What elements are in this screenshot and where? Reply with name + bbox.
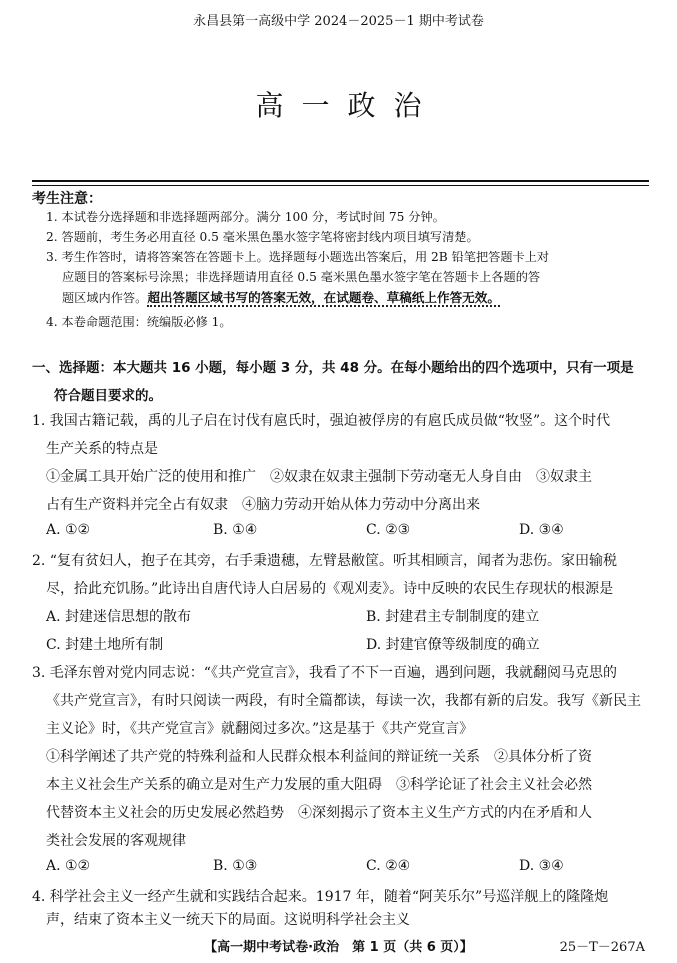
divider-thin bbox=[32, 185, 649, 186]
exam-code: 25－T－267A bbox=[559, 940, 645, 955]
q1-line-1: 1. 我国古籍记载，禹的儿子启在讨伐有扈氏时，强迫被俘房的有扈氏成员做“牧竖”。这个时代 bbox=[32, 413, 611, 429]
q3-option-d: D. ③④ bbox=[519, 858, 564, 874]
notice-warning: 超出答题区域书写的答案无效，在试题卷、草稿纸上作答无效。 bbox=[147, 290, 500, 305]
q2-option-d: D. 封建官僚等级制度的确立 bbox=[366, 637, 540, 653]
q3-line-2: 《共产党宣言》，有时只阅读一两段，有时全篇都读，每读一次，我都有新的启发。我写《新民主 bbox=[46, 693, 641, 709]
q1-option-d: D. ③④ bbox=[519, 522, 564, 538]
q1-line-2: 生产关系的特点是 bbox=[46, 441, 158, 457]
q2-line-2: 尽，拾此充饥肠。”此诗出自唐代诗人白居易的《观刈麦》。诗中反映的农民生存现状的根源是 bbox=[46, 581, 614, 597]
q3-line-4: ①科学阐述了共产党的特殊利益和人民群众根本利益间的辩证统一关系 ②具体分析了资 bbox=[46, 749, 592, 765]
page-footer: 【高一期中考试卷·政治 第 1 页（共 6 页）】 bbox=[204, 940, 473, 955]
q2-option-b: B. 封建君主专制制度的建立 bbox=[366, 609, 540, 625]
q3-line-1: 3. 毛泽东曾对党内同志说：“《共产党宣言》，我看了不下一百遍，遇到问题，我就翻阅马克思的 bbox=[32, 665, 617, 681]
q4-line-1: 4. 科学社会主义一经产生就和实践结合起来。1917 年，随着“阿芙乐尔”号巡洋舰上的隆隆炮 bbox=[32, 889, 609, 905]
q3-line-6: 代替资本主义社会的历史发展必然趋势 ④深刻揭示了资本主义生产方式的内在矛盾和人 bbox=[46, 805, 592, 821]
notice-item-3-end bbox=[62, 288, 500, 308]
q3-line-7: 类社会发展的客观规律 bbox=[46, 833, 186, 849]
section-heading: 一、选择题：本大题共 16 小题，每小题 3 分，共 48 分。在每小题给出的四个选项中，只有一项是 bbox=[32, 360, 634, 376]
q2-option-a: A. 封建迷信思想的散布 bbox=[46, 609, 192, 625]
subject-title: 高一政治 bbox=[255, 89, 440, 122]
notice-item-2: 2. 答题前，考生务必用直径 0.5 毫米黑色墨水签字笔将密封线内项目填写清楚。 bbox=[46, 230, 479, 244]
q3-line-5: 本主义社会生产关系的确立是对生产力发展的重大阻碍 ③科学论证了社会主义社会必然 bbox=[46, 777, 592, 793]
section-heading-cont: 符合题目要求的。 bbox=[54, 388, 162, 404]
q3-line-3: 主义论》时，《共产党宣言》就翻阅过多次。”这是基于《共产党宣言》 bbox=[46, 721, 474, 737]
notice-item-3-tail: 题区域内作答。 bbox=[62, 291, 148, 305]
q1-option-b: B. ①④ bbox=[213, 522, 258, 538]
q3-option-b: B. ①③ bbox=[213, 858, 258, 874]
q3-option-c: C. ②④ bbox=[366, 858, 411, 874]
divider-thick bbox=[32, 180, 649, 182]
notice-item-3: 3. 考生作答时，请将答案答在答题卡上。选择题每小题选出答案后，用 2B 铅笔把答题卡上对 bbox=[46, 250, 550, 264]
q3-option-a: A. ①② bbox=[46, 858, 91, 874]
notice-item-4: 4. 本卷命题范围：统编版必修 1。 bbox=[46, 315, 232, 329]
notice-item-3-cont: 应题目的答案标号涂黑；非选择题请用直径 0.5 毫米黑色墨水签字笔在答题卡上各题的答 bbox=[62, 270, 541, 284]
notice-heading: 考生注意： bbox=[32, 191, 102, 207]
q1-option-a: A. ①② bbox=[46, 522, 91, 538]
q4-line-2: 声，结束了资本主义一统天下的局面。这说明科学社会主义 bbox=[46, 912, 410, 928]
exam-title: 永昌县第一高级中学 2024－2025－1 期中考试卷 bbox=[193, 14, 484, 29]
notice-item-1: 1. 本试卷分选择题和非选择题两部分。满分 100 分，考试时间 75 分钟。 bbox=[46, 210, 445, 224]
q2-line-1: 2. “复有贫妇人，抱子在其旁，右手秉遗穗，左臂悬敝筐。听其相顾言，闻者为悲伤。家田输税 bbox=[32, 553, 617, 569]
q1-line-3: ①金属工具开始广泛的使用和推广 ②奴隶在奴隶主强制下劳动毫无人身自由 ③奴隶主 bbox=[46, 469, 592, 485]
q2-option-c: C. 封建土地所有制 bbox=[46, 637, 164, 653]
q1-option-c: C. ②③ bbox=[366, 522, 411, 538]
q1-line-4: 占有生产资料并完全占有奴隶 ④脑力劳动开始从体力劳动中分离出来 bbox=[46, 497, 480, 513]
